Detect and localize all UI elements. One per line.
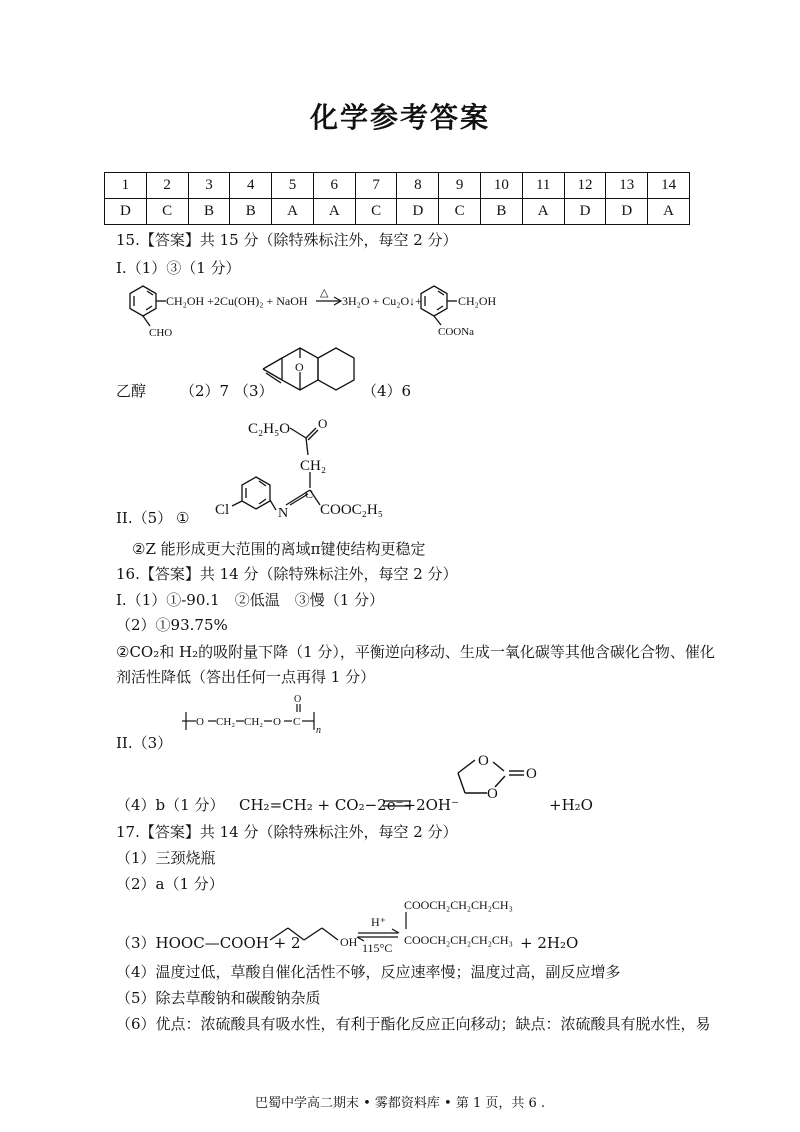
q15-header: 15.【答案】共 15 分（除特殊标注外，每空 2 分）: [116, 231, 458, 249]
q16-explain-1: ②CO₂和 H₂的吸附量下降（1 分），平衡逆向移动、生成一氧化碳等其他含碳化合物、催化: [116, 643, 715, 661]
catalyst-label: H⁺: [371, 915, 386, 929]
ethylene-carbonate-ring: [458, 760, 524, 793]
table-cell: C: [355, 199, 397, 225]
q15-answer-3: （3）: [234, 382, 274, 400]
q16-header: 16.【答案】共 14 分（除特殊标注外，每空 2 分）: [116, 565, 458, 583]
q16-part3: II.（3）: [116, 734, 173, 752]
table-cell: 9: [439, 173, 481, 199]
q17-header: 17.【答案】共 14 分（除特殊标注外，每空 2 分）: [116, 823, 458, 841]
answer-table-numbers-row: [105, 173, 690, 199]
table-cell: 5: [272, 173, 314, 199]
q17-answer-2: （2）a（1 分）: [116, 875, 224, 893]
z-cl: Cl: [215, 502, 230, 518]
z-ester-top: C₂H₅O: [248, 421, 291, 437]
table-cell: 13: [606, 173, 648, 199]
z-n: N: [278, 506, 289, 521]
ester-bottom: COOCH₂CH₂CH₂CH₃: [404, 933, 513, 947]
table-cell: D: [105, 199, 147, 225]
q16-part1: I.（1）①-90.1 ②低温 ③慢（1 分）: [116, 591, 385, 609]
benzene-ring-right: [421, 286, 457, 325]
table-cell: D: [397, 199, 439, 225]
q15-answer-2: （2）7: [180, 382, 230, 400]
z-ch2: CH₂: [300, 458, 327, 474]
bicyclic-structure: [263, 348, 354, 390]
polymer-structure: [182, 704, 314, 730]
q17-answer-6: （6）优点：浓硫酸具有吸水性，有利于酯化反应正向移动；缺点：浓硫酸具有脱水性，易: [116, 1015, 711, 1033]
eq-right-ch2oh: CH₂OH: [458, 294, 497, 308]
q15-circle-1: ①: [176, 509, 190, 527]
table-cell: A: [272, 199, 314, 225]
temperature-label: 115°C: [362, 941, 393, 955]
q17-answer-3-right: + 2H₂O: [520, 934, 579, 952]
heat-symbol: △: [320, 287, 329, 299]
q16-part2: （2）①93.75%: [116, 616, 228, 634]
table-cell: 6: [313, 173, 355, 199]
table-cell: 2: [146, 173, 188, 199]
q17-answer-1: （1）三颈烧瓶: [116, 849, 216, 867]
table-cell: 3: [188, 173, 230, 199]
q15-reason: ②Z 能形成更大范围的离域π键使结构更稳定: [132, 540, 426, 558]
ester-top: COOCH₂CH₂CH₂CH₃: [404, 898, 513, 912]
q16-water: +H₂O: [549, 796, 593, 814]
ring-o-top: O: [478, 753, 489, 769]
butanol-oh: OH: [340, 935, 358, 949]
q16-part4: （4）b（1 分）: [116, 796, 225, 814]
q15-answer-4: （4）6: [362, 382, 412, 400]
q15-part1: I.（1）③（1 分）: [116, 259, 241, 277]
table-cell: D: [564, 199, 606, 225]
z-c: C: [305, 487, 314, 501]
table-cell: C: [146, 199, 188, 225]
eq-left-text: CH₂OH +2Cu(OH)₂ + NaOH: [166, 294, 308, 308]
polymer-o1: O: [196, 716, 204, 728]
q17-answer-4: （4）温度过低，草酸自催化活性不够，反应速率慢；温度过高，副反应增多: [116, 963, 621, 981]
benzene-ring-left: [130, 286, 166, 326]
page-footer: 巴蜀中学高二期末 • 雾都资料库 • 第 1 页，共 6 .: [254, 1096, 546, 1111]
answer-table-answers-row: [105, 199, 690, 225]
table-cell: A: [522, 199, 564, 225]
q15-solvent: 乙醇: [116, 382, 147, 400]
table-cell: A: [313, 199, 355, 225]
z-structure: [232, 428, 320, 510]
answer-table: [104, 172, 690, 225]
polymer-o2: O: [273, 716, 281, 728]
q17-answer-3-left: （3）HOOC—COOH + 2: [116, 934, 301, 952]
q16-explain-2: 剂活性降低（答出任何一点再得 1 分）: [116, 668, 376, 686]
z-carbonyl-o: O: [318, 416, 328, 431]
table-cell: 12: [564, 173, 606, 199]
q17-answer-5: （5）除去草酸钠和碳酸钠杂质: [116, 989, 321, 1007]
table-cell: 8: [397, 173, 439, 199]
table-cell: 1: [105, 173, 147, 199]
z-ester-right: COOC₂H₅: [320, 502, 383, 518]
table-cell: B: [481, 199, 523, 225]
q15-part2: II.（5）: [116, 509, 173, 527]
reaction-arrow-head: [334, 297, 341, 305]
table-cell: B: [230, 199, 272, 225]
polymer-ch2-b: CH₂: [244, 716, 264, 728]
table-cell: 14: [648, 173, 690, 199]
table-cell: A: [648, 199, 690, 225]
table-cell: 7: [355, 173, 397, 199]
table-cell: 11: [522, 173, 564, 199]
table-cell: 10: [481, 173, 523, 199]
polymer-n: n: [316, 725, 321, 736]
polymer-ch2-a: CH₂: [216, 716, 236, 728]
ring-carbonyl-o: O: [526, 766, 537, 782]
polymer-c: C: [293, 716, 301, 728]
eq-products-text: 3H₂O + Cu₂O↓+: [342, 294, 422, 308]
table-cell: 4: [230, 173, 272, 199]
polymer-o3: O: [294, 694, 302, 705]
equilibrium-arrows: [357, 929, 399, 941]
table-cell: B: [188, 199, 230, 225]
table-cell: D: [606, 199, 648, 225]
eq-cho-label: CHO: [149, 327, 173, 339]
ring-o-bottom: O: [487, 786, 498, 802]
eq-coona-label: COONa: [438, 326, 475, 338]
page-title: 化学参考答案: [309, 101, 490, 134]
table-cell: C: [439, 199, 481, 225]
q16-electrode-eq: CH₂=CH₂ + CO₂−2e⁻+2OH⁻: [239, 796, 459, 814]
bridge-oxygen: O: [295, 360, 304, 374]
